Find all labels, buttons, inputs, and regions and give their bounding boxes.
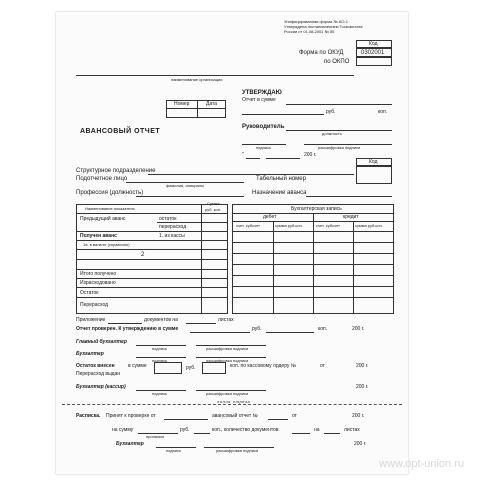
acc-row-2 <box>233 242 394 243</box>
code-label: Код <box>369 41 378 47</box>
sheets-label: листах <box>218 317 234 323</box>
receipt-from-label: от <box>292 413 297 419</box>
spent-label: Израсходовано <box>80 280 116 286</box>
receipt-docs-count: коп., количество документов <box>212 427 279 433</box>
credit-label: кредит <box>343 214 359 220</box>
acc-row-3 <box>233 253 394 254</box>
head-label: Руководитель <box>242 124 285 130</box>
accounting-table <box>232 204 394 314</box>
acc-row-6 <box>233 286 394 287</box>
col-name-header: Наименование показателя <box>85 206 135 211</box>
form-note-1: Унифицированная форма № АО-1 <box>284 19 349 24</box>
credit-sum-header: сумма руб.коп. <box>355 223 383 228</box>
rest-row-line <box>77 297 228 298</box>
kop-label: коп. <box>378 109 388 115</box>
number-date-table <box>166 100 226 118</box>
person-code-header <box>356 158 392 166</box>
receipt-decode-caption: расшифровка подписи <box>216 448 259 453</box>
subheader-line <box>233 221 394 222</box>
in-words-caption: прописью <box>146 434 165 439</box>
rest-label: Остаток <box>80 290 99 296</box>
profession-line <box>136 196 244 197</box>
tab-number-label: Табельный номер <box>256 176 306 182</box>
cut-line-label: линия отреза <box>214 400 253 404</box>
accountable-label: Подотчетное лицо <box>76 176 128 182</box>
from-cash-label: 1. из кассы <box>159 233 185 239</box>
col-sum-header: Сумма <box>207 201 220 206</box>
report-sum-line <box>286 104 392 105</box>
blank-row-line <box>77 269 228 270</box>
balance-label: остаток <box>159 216 177 222</box>
receipt-kop-line <box>194 433 210 434</box>
credit-account-header: счет, субсчет <box>316 223 340 228</box>
spent-row-line <box>77 287 228 288</box>
over-label: Перерасход <box>80 302 109 308</box>
form-note-3: России от 01.08.2001 № 55 <box>284 29 335 34</box>
receipt-year: 200 г. <box>352 413 365 419</box>
checked-sum-line <box>190 332 250 333</box>
head-signature-caption: подпись <box>256 145 272 150</box>
accountant-decode-caption: расшифровка подписи <box>206 358 249 363</box>
col-sum-unit: руб. коп. <box>205 207 222 212</box>
prev-advance-label: Предыдущий аванс <box>80 216 126 222</box>
okpo-cell <box>356 57 392 66</box>
acc-row-7 <box>233 297 394 298</box>
cashier-year: 200 г. <box>356 384 369 390</box>
attachment-count-line <box>108 323 142 324</box>
acc-row-5 <box>233 275 394 276</box>
person-code-label: Код <box>369 159 378 165</box>
okpo-label: по ОКПО <box>324 59 350 65</box>
debit-account-header: счет, субсчет <box>236 223 260 228</box>
receipt-number-line <box>268 419 288 420</box>
overspend-paid-label: Перерасход выдан <box>76 371 121 377</box>
debit-inner-divider <box>273 221 274 314</box>
checked-date: 200 г. <box>352 326 365 332</box>
fio-caption: фамилия, инициалы <box>166 183 205 188</box>
currency-row-line <box>77 249 228 250</box>
number-date-row-line <box>167 108 226 109</box>
chief-accountant-label: Главный бухгалтер <box>76 339 127 345</box>
row-two-label: 2 <box>141 252 145 258</box>
receipt-on-label: на <box>314 427 320 433</box>
approve-day-line <box>246 158 260 159</box>
received-label: Получен аванс <box>80 233 117 239</box>
receipt-accountant-label: Бухгалтер <box>116 441 144 447</box>
org-name-line <box>76 75 354 76</box>
report-sum-words-line <box>242 114 324 115</box>
number-date-divider <box>197 101 198 118</box>
profession-label: Профессия (должность) <box>76 190 144 196</box>
division-line <box>148 174 354 175</box>
row-two-line <box>77 259 228 260</box>
balance-row-line <box>157 222 228 223</box>
acc-row-1 <box>233 231 394 232</box>
checked-words-line <box>266 332 314 333</box>
order-from-label: от <box>320 363 325 369</box>
prev-advance-row-line <box>77 231 228 232</box>
receipt-sheets-label: листах <box>344 427 360 433</box>
date-label: Дата <box>206 101 218 107</box>
approve-year: 200 г. <box>304 152 317 158</box>
receipt-label: Расписка. <box>76 413 101 419</box>
acc-row-4 <box>233 264 394 265</box>
receipt-report-no: авансовый отчет № <box>212 413 258 419</box>
receipt-signature-caption: подпись <box>166 448 182 453</box>
balance-paid-label: Остаток внесен <box>76 363 115 369</box>
kop-box <box>202 362 226 374</box>
checked-label: Отчет проверен. К утверждению в сумме <box>76 326 179 332</box>
accountant-signature-caption: подпись <box>152 358 168 363</box>
division-label: Структурное подразделение <box>76 168 156 174</box>
receipt-rub: руб. <box>180 427 190 433</box>
receipt-docs-line <box>292 433 310 434</box>
okud-cell <box>356 48 392 57</box>
receipt-sum-label: на сумму <box>112 427 134 433</box>
attachment-sheets-line <box>186 323 216 324</box>
approve-date-quote: " <box>242 152 244 158</box>
kop-order-label: коп. по кассовому ордеру № <box>230 363 297 369</box>
receipt-sheets-line <box>324 433 340 434</box>
balance-rub: руб. <box>186 365 196 371</box>
code-header-cell <box>356 40 392 48</box>
total-received-label: Итого получено <box>80 271 117 277</box>
form-sheet <box>56 12 408 474</box>
rub-label: руб. <box>326 109 336 115</box>
okud-code: 0302001 <box>361 50 385 56</box>
approve-month-line <box>266 158 300 159</box>
number-label: Номер <box>174 101 190 107</box>
position-caption: должность <box>322 131 342 136</box>
head-signature-decode-caption: расшифровка подписи <box>318 145 361 150</box>
chief-signature-caption: подпись <box>152 346 168 351</box>
purpose-label: Назначение аванса <box>252 190 307 196</box>
accountant-label: Бухгалтер <box>76 351 104 357</box>
attachment-label: Приложение <box>76 317 106 323</box>
advance-table <box>76 201 228 314</box>
debit-label: дебет <box>263 214 277 220</box>
accounting-title: Бухгалтерская запись <box>291 206 342 212</box>
report-sum-label: Отчет в сумме <box>242 97 276 103</box>
debit-sum-header: сумма руб.коп. <box>275 223 303 228</box>
page-title: АВАНСОВЫЙ ОТЧЕТ <box>80 128 161 135</box>
from-cash-row-line <box>77 240 228 241</box>
docs-on-label: документов на <box>144 317 178 323</box>
person-code-cell <box>356 166 392 184</box>
amount-box <box>154 362 182 374</box>
receipt-text: Принят к проверке от <box>106 413 156 419</box>
watermark: www.opt-union.ru <box>379 458 464 470</box>
credit-inner-divider <box>353 221 354 314</box>
purpose-line <box>306 196 392 197</box>
chief-decode-caption: расшифровка подписи <box>206 346 249 351</box>
total-row-line <box>77 278 228 279</box>
checked-rub: руб. <box>252 326 262 332</box>
form-note-2: Утверждена постановлением Госкомстата <box>284 24 363 29</box>
header-row-line <box>77 213 228 214</box>
approve-label: УТВЕРЖДАЮ <box>242 90 282 96</box>
in-currency-label: 1а. в валюте (справочно) <box>83 242 130 247</box>
overspend-label: перерасход <box>159 224 187 230</box>
cut-line <box>62 404 402 405</box>
checked-kop: коп. <box>318 326 328 332</box>
cashier-signature-caption: подпись <box>152 391 168 396</box>
receipt-from-line <box>164 419 208 420</box>
org-name-caption: наименование организации <box>171 77 223 82</box>
in-sum-label: в сумме <box>128 363 147 369</box>
order-year: 200 г. <box>356 363 369 369</box>
cashier-decode-caption: расшифровка подписи <box>206 391 249 396</box>
okud-label: Форма по ОКУД <box>299 50 344 56</box>
cashier-label: Бухгалтер (кассир) <box>76 384 126 390</box>
receipt-sign-year: 200 г. <box>354 441 367 447</box>
